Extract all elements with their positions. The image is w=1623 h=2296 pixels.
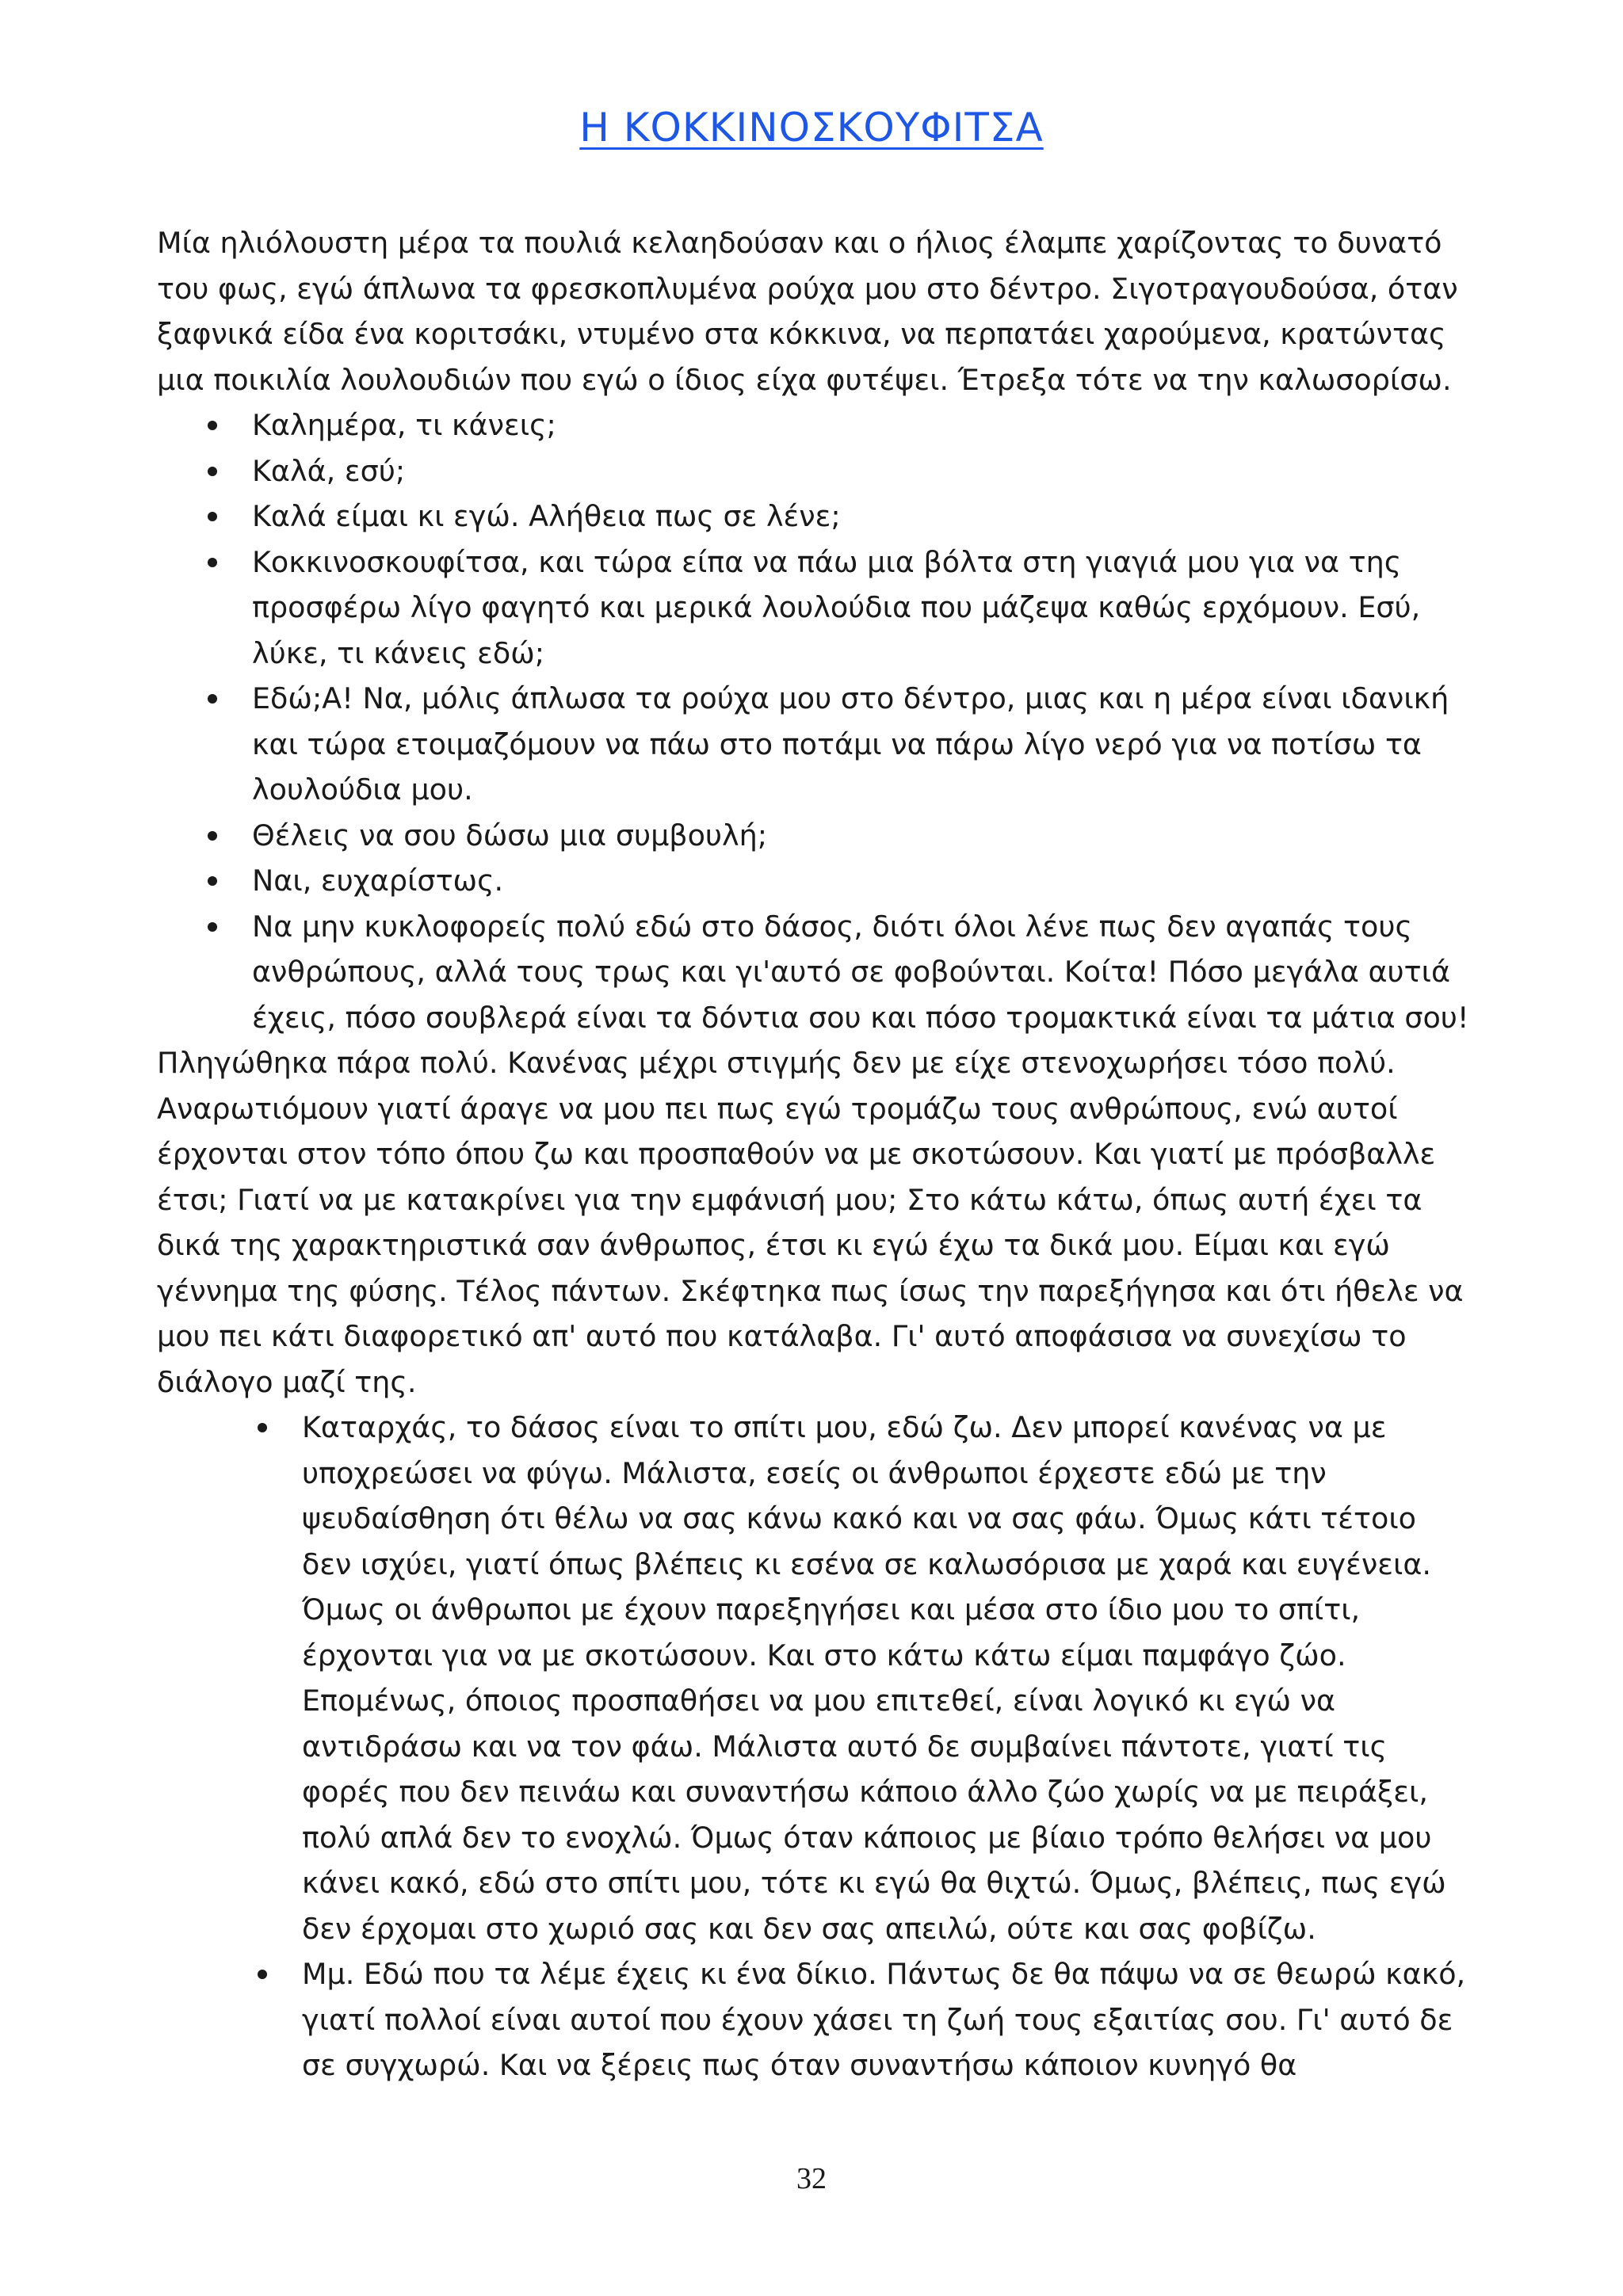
page-number: 32 <box>796 2162 827 2195</box>
dialogue-line: Μμ. Εδώ που τα λέμε έχεις κι ένα δίκιο. Πάντως δε θα πάψω να σε θεωρώ κακό, γιατί πολλοί είναι αυτοί που έχουν χάσει τη ζωή τους εξαιτίας σου. Γι' αυτό δε σε συγχωρώ. Και να ξέρεις πως όταν συναντήσω κάποιον κυνηγό θα <box>157 1951 1472 2088</box>
dialogue-line: Θέλεις να σου δώσω μια συμβουλή; <box>157 813 1472 859</box>
dialogue-line: Καλά είμαι κι εγώ. Αλήθεια πως σε λένε; <box>157 494 1472 540</box>
dialogue-line: Καλημέρα, τι κάνεις; <box>157 402 1472 448</box>
story-title: Η ΚΟΚΚΙΝΟΣΚΟΥΦΙΤΣΑ <box>579 105 1044 151</box>
dialogue-list-second <box>157 1405 1472 2088</box>
dialogue-list-first <box>157 402 1472 1040</box>
narration-paragraph: Πληγώθηκα πάρα πολύ. Κανένας μέχρι στιγμής δεν με είχε στενοχωρήσει τόσο πολύ. Αναρωτιόμουν γιατί άραγε να μου πει πως εγώ τρομάζω τους ανθρώπους, ενώ αυτοί έρχονται στον τόπο όπου ζω και προσπαθούν να με σκοτώσουν. Και γιατί με πρόσβαλλε έτσι; Γιατί να με κατακρίνει για την εμφάνισή μου; Στο κάτω κάτω, όπως αυτή έχει τα δικά της χαρακτηριστικά σαν άνθρωπος, έτσι κι εγώ έχω τα δικά μου. Είμαι και εγώ γέννημα της φύσης. Τέλος πάντων. Σκέφτηκα πως ίσως την παρεξήγησα και ότι ήθελε να μου πει κάτι διαφορετικό απ' αυτό που κατάλαβα. Γι' αυτό αποφάσισα να συνεχίσω το διάλογο μαζί της. <box>157 1046 1464 1399</box>
intro-paragraph: Μία ηλιόλουστη μέρα τα πουλιά κελαηδούσαν και ο ήλιος έλαμπε χαρίζοντας το δυνατό του φως, εγώ άπλωνα τα φρεσκοπλυμένα ρούχα μου στο δέντρο. Σιγοτραγουδούσα, όταν ξαφνικά είδα ένα κοριτσάκι, ντυμένο στα κόκκινα, να περπατάει χαρούμενα, κρατώντας μια ποικιλία λουλουδιών που εγώ ο ίδιος είχα φυτέψει. Έτρεξα τότε να την καλωσορίσω. <box>157 226 1458 397</box>
dialogue-line: Καλά, εσύ; <box>157 448 1472 494</box>
dialogue-line: Εδώ;Α! Να, μόλις άπλωσα τα ρούχα μου στο δέντρο, μιας και η μέρα είναι ιδανική και τώρα ετοιμαζόμουν να πάω στο ποτάμι να πάρω λίγο νερό για να ποτίσω τα λουλούδια μου. <box>157 676 1472 813</box>
dialogue-line: Κοκκινοσκουφίτσα, και τώρα είπα να πάω μια βόλτα στη γιαγιά μου για να της προσφέρω λίγο φαγητό και μερικά λουλούδια που μάζεψα καθώς ερχόμουν. Εσύ, λύκε, τι κάνεις εδώ; <box>157 540 1472 677</box>
story-body <box>157 220 1472 2088</box>
dialogue-line: Καταρχάς, το δάσος είναι το σπίτι μου, εδώ ζω. Δεν μπορεί κανένας να με υποχρεώσει να φύγω. Μάλιστα, εσείς οι άνθρωποι έρχεστε εδώ με την ψευδαίσθηση ότι θέλω να σας κάνω κακό και να σας φάω. Όμως κάτι τέτοιο δεν ισχύει, γιατί όπως βλέπεις κι εσένα σε καλωσόρισα με χαρά και ευγένεια. Όμως οι άνθρωποι με έχουν παρεξηγήσει και μέσα στο ίδιο μου το σπίτι, έρχονται για να με σκοτώσουν. Και στο κάτω κάτω είμαι παμφάγο ζώο. Επομένως, όποιος προσπαθήσει να μου επιτεθεί, είναι λογικό κι εγώ να αντιδράσω και να τον φάω. Μάλιστα αυτό δε συμβαίνει πάντοτε, γιατί τις φορές που δεν πεινάω και συναντήσω κάποιο άλλο ζώο χωρίς να με πειράξει, πολύ απλά δεν το ενοχλώ. Όμως όταν κάποιος με βίαιο τρόπο θελήσει να μου κάνει κακό, εδώ στο σπίτι μου, τότε κι εγώ θα θιχτώ. Όμως, βλέπεις, πως εγώ δεν έρχομαι στο χωριό σας και δεν σας απειλώ, ούτε και σας φοβίζω. <box>157 1405 1472 1951</box>
dialogue-line: Να μην κυκλοφορείς πολύ εδώ στο δάσος, διότι όλοι λένε πως δεν αγαπάς τους ανθρώπους, αλλά τους τρως και γι'αυτό σε φοβούνται. Κοίτα! Πόσο μεγάλα αυτιά έχεις, πόσο σουβλερά είναι τα δόντια σου και πόσο τρομακτικά είναι τα μάτια σου! <box>157 904 1472 1041</box>
dialogue-line: Ναι, ευχαρίστως. <box>157 858 1472 904</box>
